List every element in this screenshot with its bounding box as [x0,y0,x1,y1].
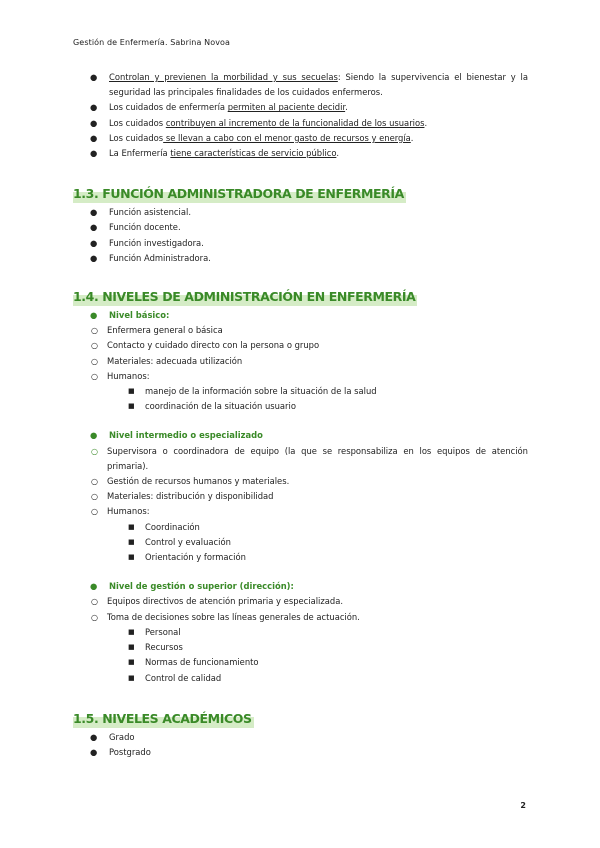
bullet-icon: ● [90,731,98,742]
list-item [39,640,528,655]
list-item [37,610,528,625]
level-label: Nivel básico: [109,310,170,321]
circle-bullet-icon: ○ [91,477,98,487]
underlined-text: Controlan y previenen la morbilidad y sus secuelas [109,72,338,82]
list-item [37,594,528,609]
item-text: Recursos [145,642,183,653]
item-text: Coordinación [145,521,200,532]
item-text: Enfermera general o básica [107,325,223,336]
item-text: La Enfermería [109,148,171,159]
list-item [37,323,528,338]
item-text: Los cuidados [109,132,164,143]
circle-bullet-icon: ○ [91,492,98,502]
academic-list [73,730,528,760]
circle-bullet-icon: ○ [91,326,98,336]
list-item [39,535,528,550]
bullet-icon: ● [90,430,98,441]
item-text: Humanos: [107,370,150,381]
item-text: Los cuidados de enfermería [109,102,228,113]
item-text: coordinación de la situación usuario [145,401,296,412]
list-item [73,745,528,760]
bullet-icon: ● [90,581,98,592]
circle-bullet-icon: ○ [91,507,98,517]
item-text: : Siendo la supervivencia el bienestar y la seguridad las principales finalidades de los cuidados enfermeros. [109,72,528,98]
intermediate-sublist [73,444,528,566]
bullet-icon: ● [90,310,98,321]
list-item [73,730,528,745]
list-item [39,520,528,535]
item-text: Materiales: adecuada utilización [107,355,243,366]
item-text: Humanos: [107,506,150,517]
bullet-icon: ● [90,237,98,248]
bullet-icon: ● [90,72,98,82]
function-list [73,205,528,266]
square-bullet-icon: ■ [128,537,135,546]
square-bullet-icon: ■ [128,522,135,531]
list-item [73,146,528,161]
list-item [73,236,528,251]
item-text: . [410,132,414,143]
underlined-text: permiten al paciente decidir [227,102,346,113]
section-heading: 1.5. NIVELES ACADÉMICOS [73,710,252,726]
item-text: Función Administradora. [109,252,211,263]
item-text: . [336,148,340,159]
square-bullet-icon: ■ [128,643,135,652]
item-text: Normas de funcionamiento [145,657,259,668]
list-item [73,220,528,235]
item-text: Equipos directivos de atención primaria y especializada. [107,596,344,607]
circle-bullet-icon: ○ [91,356,98,366]
item-text: Control de calidad [145,672,222,683]
circle-bullet-icon: ○ [91,612,98,622]
square-bullet-icon: ■ [128,387,135,396]
page-content [73,70,528,760]
item-text: Función docente. [109,222,181,233]
section-1-4 [73,286,528,686]
bullet-icon: ● [90,148,98,159]
item-text: Los cuidados [109,117,166,128]
square-bullet-icon: ■ [128,627,135,636]
circle-bullet-icon: ○ [91,371,98,381]
bullet-icon: ● [90,222,98,233]
item-text: . [424,117,428,128]
level-basic [73,308,528,323]
list-item [73,70,528,100]
levels-list-3 [73,579,528,594]
list-item [39,655,528,670]
item-text: Personal [145,626,181,637]
bullet-icon: ● [90,117,98,128]
square-bullet-icon: ■ [128,553,135,562]
item-text: Función investigadora. [109,237,204,248]
list-item [37,474,528,489]
bullet-icon: ● [90,252,98,263]
level-label: Nivel intermedio o especializado [109,430,263,441]
item-text: Función asistencial. [109,207,191,218]
square-bullet-icon: ■ [128,673,135,682]
basic-sublist [73,323,528,414]
circle-bullet-icon: ○ [91,341,98,351]
level-label: Nivel de gestión o superior (dirección): [109,581,294,592]
item-text: manejo de la información sobre la situación de la salud [145,386,377,397]
section-heading: 1.4. NIVELES DE ADMINISTRACIÓN EN ENFERMERÍA [73,289,416,305]
management-sublist [73,594,528,685]
square-bullet-icon: ■ [128,658,135,667]
item-text: Orientación y formación [145,552,246,563]
level-intermediate [73,428,528,443]
circle-bullet-icon: ○ [91,597,98,607]
underlined-text: se llevan a cabo con el menor gasto de recursos y energía [163,132,411,143]
list-item [39,550,528,565]
underlined-text: contribuyen al incremento de la funcionalidad de los usuarios [165,117,425,128]
list-item [37,369,528,384]
square-bullet-icon: ■ [128,402,135,411]
list-item [37,489,528,504]
list-item [37,444,528,474]
underlined-text: tiene características de servicio público [170,148,337,159]
section-heading: 1.3. FUNCIÓN ADMINISTRADORA DE ENFERMERÍA [73,186,404,202]
list-item [39,625,528,640]
item-text: Postgrado [109,746,151,757]
item-text: Contacto y cuidado directo con la persona o grupo [107,340,320,351]
list-item [37,338,528,353]
item-text: Grado [109,731,135,742]
bullet-icon: ● [90,746,98,757]
bullet-icon: ● [90,207,98,218]
list-item [73,251,528,266]
level-management [73,579,528,594]
item-text: Materiales: distribución y disponibilidad [107,491,274,502]
bullet-icon: ● [90,102,98,113]
list-item [39,671,528,686]
item-text: Gestión de recursos humanos y materiales. [107,476,290,487]
list-item [73,116,528,131]
levels-list [73,308,528,323]
page-header: Gestión de Enfermería. Sabrina Novoa [73,38,231,47]
list-item [39,384,528,399]
list-item [73,205,528,220]
list-item [37,504,528,519]
section-1-3 [73,183,528,266]
intro-list [73,70,528,161]
item-text: Control y evaluación [145,536,231,547]
levels-list-2 [73,428,528,443]
list-item [37,354,528,369]
item-text: . [345,102,348,113]
item-text: Supervisora o coordinadora de equipo (la que se responsabiliza en los equipos de atención primaria). [107,445,528,471]
circle-bullet-icon: ○ [91,446,98,456]
list-item [73,131,528,146]
page-number: 2 [520,801,526,810]
bullet-icon: ● [90,132,98,143]
list-item [73,100,528,115]
section-1-5 [73,708,528,760]
item-text: Toma de decisiones sobre las líneas generales de actuación. [107,611,360,622]
list-item [39,399,528,414]
